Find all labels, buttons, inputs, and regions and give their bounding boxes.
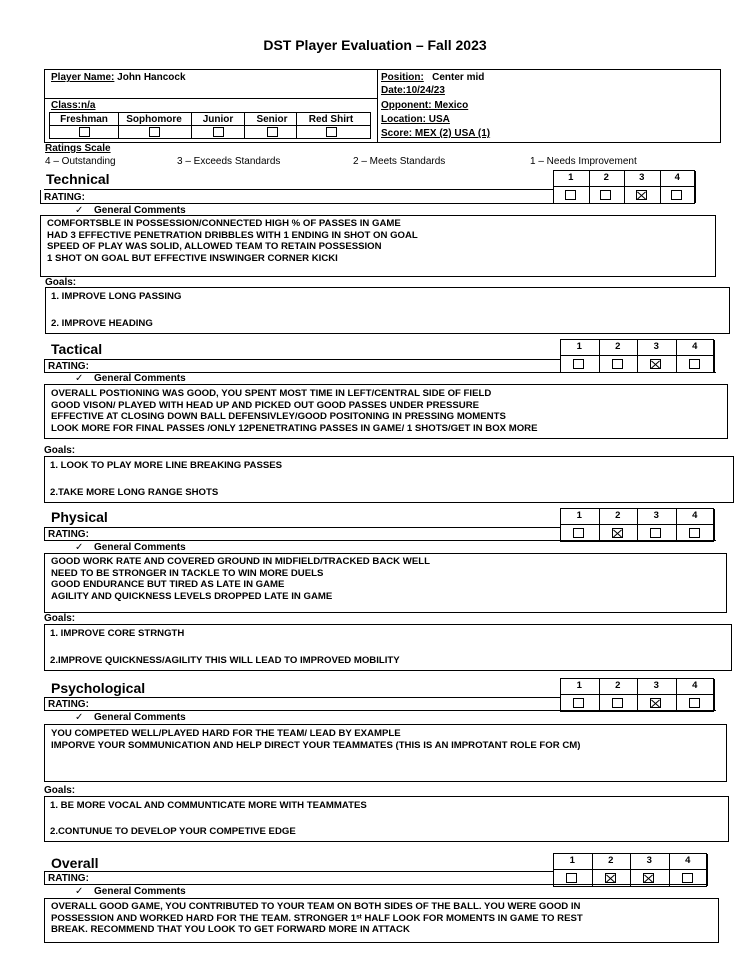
technical-comment-line: COMFORTSBLE IN POSSESSION/CONNECTED HIGH % OF PASSES IN GAME [47, 218, 401, 229]
psychological-rating-number: 3 [653, 680, 659, 691]
technical-comments-label: General Comments [94, 205, 186, 216]
tactical-comments-check-icon: ✓ [75, 373, 84, 384]
technical-goals-label: Goals: [45, 277, 77, 288]
scale-1: 1 – Needs Improvement [530, 156, 637, 167]
psychological-rating-number: 1 [576, 680, 582, 691]
class-option-checkbox[interactable] [267, 127, 278, 137]
class-option-checkbox[interactable] [213, 127, 224, 137]
physical-rating-number: 1 [576, 510, 582, 521]
class-option-checkbox[interactable] [149, 127, 160, 137]
overall-rating-number: 3 [646, 855, 652, 866]
tactical-comments-label: General Comments [94, 373, 186, 384]
overall-comments-label: General Comments [94, 886, 186, 897]
technical-comment-line: 1 SHOT ON GOAL BUT EFFECTIVE INSWINGER CORNER KICKI [47, 252, 338, 264]
header-divider-horizontal [44, 98, 378, 99]
physical-comment-line: GOOD WORK RATE AND COVERED GROUND IN MIDFIELD/TRACKED BACK WELL [51, 556, 430, 567]
technical-comment-line: SPEED OF PLAY WAS SOLID, ALLOWED TEAM TO RETAIN POSSESSION [47, 241, 382, 253]
ratings-scale-label: Ratings Scale [45, 143, 111, 154]
tactical-rating-number: 3 [653, 341, 659, 352]
overall-comments-check-icon: ✓ [75, 886, 84, 897]
class-option-checkbox[interactable] [326, 127, 337, 137]
tactical-goal-2: 2.TAKE MORE LONG RANGE SHOTS [50, 487, 219, 498]
physical-comment-line: AGILITY AND QUICKNESS LEVELS DROPPED LATE IN GAME [51, 590, 333, 602]
psychological-rating-number: 4 [692, 680, 698, 691]
physical-rating-row [44, 527, 716, 541]
technical-comments-check-icon: ✓ [75, 205, 84, 216]
tactical-comment-line: OVERALL POSTIONING WAS GOOD, YOU SPENT MOST TIME IN LEFT/CENTRAL SIDE OF FIELD [51, 388, 492, 399]
tactical-comment-line: LOOK MORE FOR FINAL PASSES /ONLY 12PENETRATING PASSES IN GAME/ 1 SHOTS/GET IN BOX MORE [51, 422, 538, 434]
psychological-goal-2: 2.CONTUNUE TO DEVELOP YOUR COMPETIVE EDGE [50, 826, 296, 837]
psychological-rating-number: 2 [615, 680, 621, 691]
position-field: Position: Center mid [381, 72, 485, 83]
physical-rating-label: RATING: [48, 529, 89, 540]
tactical-rating-label: RATING: [48, 361, 89, 372]
psychological-goals-label: Goals: [44, 785, 76, 796]
class-option-label: Senior [256, 114, 288, 125]
overall-section-title: Overall [51, 855, 99, 871]
psychological-comment-line: IMPORVE YOUR SOMMUNICATION AND HELP DIRECT YOUR TEAMMATES (THIS IS AN IMPROTANT ROLE FOR CM) [51, 739, 581, 751]
tactical-goals-label: Goals: [44, 445, 76, 456]
class-option-label: Freshman [60, 114, 108, 125]
technical-rating-number: 3 [639, 172, 645, 183]
physical-rating-number: 3 [653, 510, 659, 521]
physical-goals-label: Goals: [44, 613, 76, 624]
tactical-comment-line: GOOD VISON/ PLAYED WITH HEAD UP AND PICKED OUT GOOD PASSES UNDER PRESSURE [51, 399, 480, 411]
physical-section-title: Physical [51, 509, 108, 525]
technical-comment-line: HAD 3 EFFECTIVE PENETRATION DRIBBLES WITH 1 ENDING IN SHOT ON GOAL [47, 229, 418, 241]
opponent-field: Opponent: Mexico [381, 100, 469, 111]
physical-comments-label: General Comments [94, 542, 186, 553]
class-option-label: Junior [202, 114, 234, 125]
psychological-comments-label: General Comments [94, 712, 186, 723]
scale-4: 4 – Outstanding [45, 156, 116, 167]
physical-comment-line: GOOD ENDURANCE BUT TIRED AS LATE IN GAME [51, 579, 285, 591]
tactical-goal-1: 1. LOOK TO PLAY MORE LINE BREAKING PASSES [50, 460, 283, 471]
physical-rating-number: 4 [692, 510, 698, 521]
physical-comments-check-icon: ✓ [75, 542, 84, 553]
overall-rating-label: RATING: [48, 873, 89, 884]
tactical-rating-number: 1 [576, 341, 582, 352]
psychological-rating-row [44, 697, 716, 711]
technical-rating-number: 2 [603, 172, 609, 183]
psychological-comments-check-icon: ✓ [75, 712, 84, 723]
tactical-rating-row [44, 359, 716, 373]
overall-comment-line: OVERALL GOOD GAME, YOU CONTRIBUTED TO YOUR TEAM ON BOTH SIDES OF THE BALL. YOU WERE GOOD IN [51, 901, 581, 912]
overall-rating-number: 2 [608, 855, 614, 866]
class-field: Class:n/a [51, 100, 96, 111]
technical-goal-1: 1. IMPROVE LONG PASSING [51, 291, 182, 302]
class-option-label: Red Shirt [308, 114, 354, 125]
overall-comment-line: POSSESSION AND WORKED HARD FOR THE TEAM. STRONGER 1ˢᵗ HALF LOOK FOR MOMENTS IN GAME TO REST [51, 912, 583, 924]
psychological-goal-1: 1. BE MORE VOCAL AND COMMUNTICATE MORE WITH TEAMMATES [50, 800, 367, 811]
physical-rating-number: 2 [615, 510, 621, 521]
overall-rating-number: 1 [569, 855, 575, 866]
psychological-comment-line: YOU COMPETED WELL/PLAYED HARD FOR THE TEAM/ LEAD BY EXAMPLE [51, 728, 401, 739]
scale-3: 3 – Exceeds Standards [177, 156, 281, 167]
date-field: Date:10/24/23 [381, 85, 445, 96]
player-name-field: Player Name: John Hancock [51, 72, 186, 83]
physical-comment-line: NEED TO BE STRONGER IN TACKLE TO WIN MORE DUELS [51, 567, 324, 579]
tactical-rating-number: 2 [615, 341, 621, 352]
location-field: Location: USA [381, 114, 450, 125]
technical-section-title: Technical [46, 171, 110, 187]
technical-rating-number: 1 [568, 172, 574, 183]
technical-rating-row [40, 190, 692, 204]
page-title: DST Player Evaluation – Fall 2023 [263, 37, 487, 53]
psychological-rating-label: RATING: [48, 699, 89, 710]
physical-goal-2: 2.IMPROVE QUICKNESS/AGILITY THIS WILL LEAD TO IMPROVED MOBILITY [50, 655, 400, 666]
technical-rating-label: RATING: [44, 192, 85, 203]
tactical-rating-number: 4 [692, 341, 698, 352]
class-option-label: Sophomore [126, 114, 182, 125]
overall-rating-row [44, 871, 708, 885]
tactical-comment-line: EFFECTIVE AT CLOSING DOWN BALL DEFENSIVLEY/GOOD POSITONING IN PRESSING MOMENTS [51, 411, 506, 423]
overall-comment-line: BREAK. RECOMMEND THAT YOU LOOK TO GET FORWARD MORE IN ATTACK [51, 924, 410, 936]
score-field: Score: MEX (2) USA (1) [381, 128, 491, 139]
header-divider-vertical [377, 69, 378, 143]
physical-goal-1: 1. IMPROVE CORE STRNGTH [50, 628, 185, 639]
psychological-section-title: Psychological [51, 680, 146, 696]
technical-goal-2: 2. IMPROVE HEADING [51, 318, 153, 329]
class-option-checkbox[interactable] [79, 127, 90, 137]
overall-rating-number: 4 [685, 855, 691, 866]
tactical-section-title: Tactical [51, 341, 103, 357]
technical-rating-number: 4 [674, 172, 680, 183]
scale-2: 2 – Meets Standards [353, 156, 446, 167]
